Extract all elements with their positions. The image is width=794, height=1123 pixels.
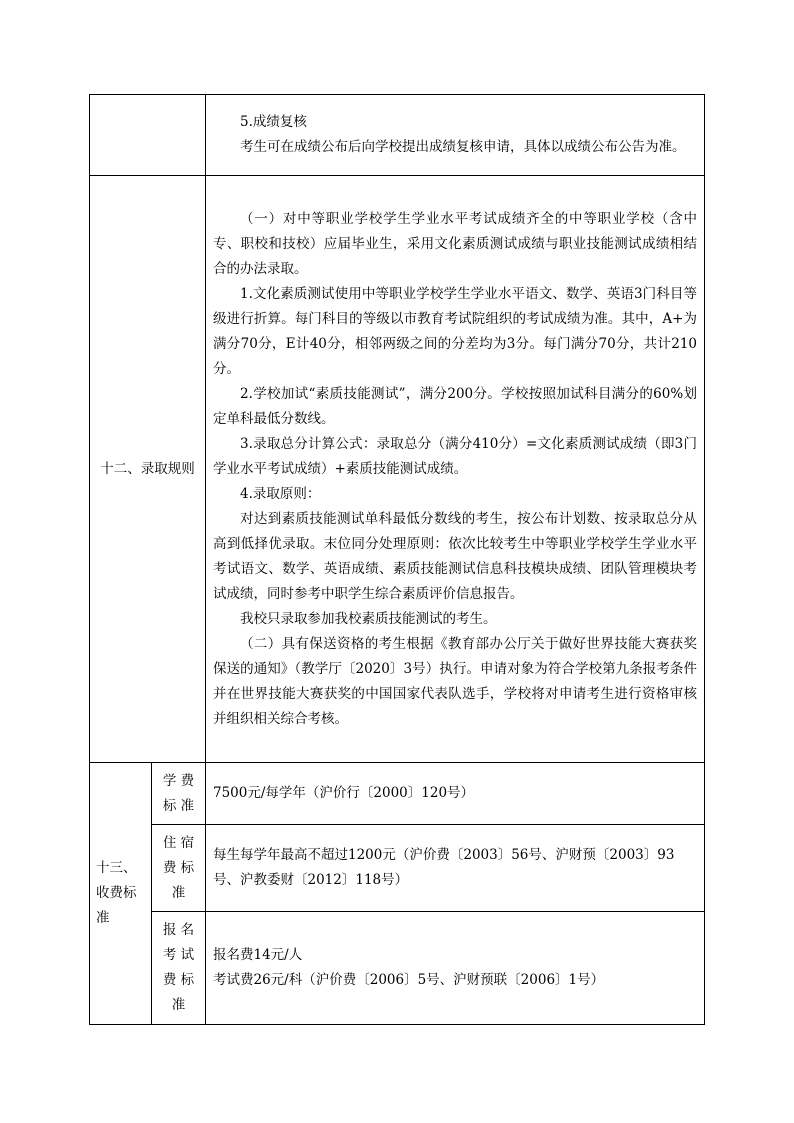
dorm-label-line: 准	[171, 884, 186, 901]
tuition-row	[90, 763, 705, 825]
tuition-label-line: 标 准	[162, 797, 195, 814]
rules-paragraph: 4.录取原则：	[240, 485, 321, 502]
dorm-fee-row	[90, 825, 705, 912]
fees-label-line: 收费标	[96, 885, 137, 901]
exam-label-line: 准	[171, 997, 186, 1013]
exam-text-cell	[206, 912, 705, 1025]
grades-review-content-cell	[206, 95, 705, 176]
exam-fee-row	[90, 912, 705, 1025]
rules-paragraph: （二）具有保送资格的考生根据《教育部办公厅关于做好世界技能大赛获奖保送的通知》（教学厅〔2020〕3号）执行。申请对象为符合学校第九条报考条件并在世界技能大赛获奖的中国国家代表队选手，学校将对申请考生进行资格审核并组织相关综合考核。	[213, 635, 697, 727]
dorm-label-cell	[152, 825, 206, 912]
rules-paragraph: 1.文化素质测试使用中等职业学校学生学业水平语文、数学、英语3门科目等级进行折算。每门科目的等级以市教育考试院组织的考试成绩为准。其中，A+为满分70分，E计40分，相邻两级之间的分差均为3分。每门满分70分，共计210分。	[213, 285, 697, 377]
exam-text-line: 报名费14元/人	[213, 947, 303, 963]
item5-title: 5.成绩复核	[240, 114, 307, 130]
exam-label-line: 报 名	[162, 922, 195, 938]
admission-rules-label: 十二、录取规则	[90, 176, 206, 763]
grades-review-row	[90, 95, 705, 176]
rules-paragraph: （一）对中等职业学校学生学业水平考试成绩齐全的中等职业学校（含中专、职校和技校）应届毕业生，采用文化素质测试成绩与职业技能测试成绩相结合的办法录取。	[213, 210, 697, 277]
rules-paragraph: 对达到素质技能测试单科最低分数线的考生，按公布计划数、按录取总分从高到低择优录取。末位同分处理原则：依次比较考生中等职业学校学生学业水平考试语文、数学、英语成绩、素质技能测试信息科技模块成绩、团队管理模块考试成绩，同时参考中职学生综合素质评价信息报告。	[213, 510, 697, 602]
rules-paragraph: 3.录取总分计算公式：录取总分（满分410分）=文化素质测试成绩（即3门学业水平考试成绩）+素质技能测试成绩。	[213, 435, 697, 477]
dorm-label-line: 住 宿	[162, 834, 195, 851]
admission-rules-row	[90, 176, 705, 763]
exam-label-line: 考 试	[162, 947, 195, 963]
fees-label-cell	[90, 763, 152, 1025]
grades-review-label-cell	[90, 95, 206, 176]
item5-text: 考生可在成绩公布后向学校提出成绩复核申请，具体以成绩公布公告为准。	[240, 139, 686, 155]
tuition-label-cell	[152, 763, 206, 825]
rules-paragraph: 2.学校加试“素质技能测试”，满分200分。学校按照加试科目满分的60%划定单科最低分数线。	[213, 385, 697, 427]
admission-rules-content-cell	[206, 176, 705, 763]
admission-table	[89, 94, 705, 1025]
fees-label-line: 十三、	[96, 860, 137, 876]
fees-label-line: 准	[96, 910, 110, 926]
admission-document	[89, 94, 705, 1025]
tuition-text: 7500元/每学年（沪价行〔2000〕120号）	[206, 763, 705, 825]
rules-paragraph: 我校只录取参加我校素质技能测试的考生。	[240, 610, 497, 627]
dorm-label-line: 费 标	[162, 859, 195, 876]
dorm-text: 每生每学年最高不超过1200元（沪价费〔2003〕56号、沪财预〔2003〕93号、沪教委财〔2012〕118号）	[206, 825, 705, 912]
exam-text-line: 考试费26元/科（沪价费〔2006〕5号、沪财预联〔2006〕1号）	[213, 972, 605, 988]
exam-label-line: 费 标	[162, 972, 195, 988]
tuition-label-line: 学 费	[162, 772, 195, 789]
exam-label-cell	[152, 912, 206, 1025]
